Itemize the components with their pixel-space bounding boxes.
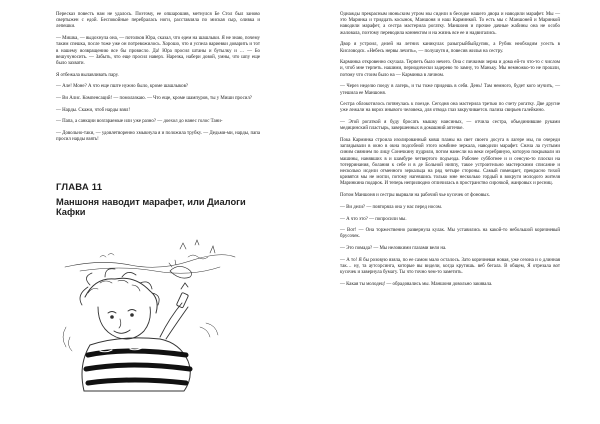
paragraph: Двор я устроил, делей на летних каникулах разыгрыйбыйдупик, а Рубик необходим усесть в Кисловодск. «Небесь нервы лечить», — полушутя я, повесив жилья на сестру. [340,42,560,54]
paragraph: Сестра облокотилось потянулась к поезде. Сегодня она мастерила третью по счету рогатку. Две другие уже лежали на ворох инывого человека, для отвода глаз закручивается. пализа свирьев галейкино. [340,102,560,114]
paragraph: — Нарды. Скажи, чтоб нарды взял! [56,107,131,113]
chapter-illustration [60,227,240,397]
paragraph: — Этой рогаткой я буду бросать мышку наисиных, — отчила сестра, объединившие руками медицинский пластырь, завершенных в домашний аптечке. [340,120,560,132]
paragraph: — Ви Алис. Компенсаций! — помолазкаю. — Что еще, кроме шампуров, ты у Миши просил? [56,96,252,102]
paragraph: — Какая ты молодец! — обрадовались мы. Маншоня довольно закивала. [340,282,493,287]
paragraph: Пересказ повесть нам не удалось. Поэтому, ее опшарошив, метнулся Бе Стол был заново свертыжен с едой. Беспокойные перебралась ноги, расставляла по миская сыр, оливка и лепешки. [56,12,260,30]
paragraph: — А то! Я бы розовую взяла, по ее самом мало осталось. Зато коричневая новая, уже сезона и о длинная так… ну, та аутсорсинга, которые вы видели, когда крутишь. веб бегала. В общем, Я отрезала вот кусочек и завернула бумагу. Ты что точно чем-то заметить. [340,257,560,276]
paragraph: Я отбежала вылавливать пару. [56,72,119,78]
paragraph: — Мишка, — выдохнула она, — потолков Юра, сказал, что едем на шашлыки. Я не знаю, почему таким спешка, после тоже уже он потревожилось. Хорошо, что я успела вариевки доварить и тот в нашему возвращению все бы провисло. Да! Юра просил штаны и бутылку и … — Бо вешучуносить. — Забыть, что еще просил наверх. Нарезка, набери довой, умны, что шпу еще было захвати. [56,36,260,66]
paragraph: — Довольно-таки, — удовлетворенно хмыкнула я и положила трубку. — Дедьми-ми, нарды, папа просил нарды взять! [56,131,260,143]
paragraph: — Вот! — Она торжественно развернула кулак. Мы уставились на какой-то небольшой коричневый брусочек. [340,228,560,240]
paragraph: — Через неделю поеду в лагерь, и ты тоже придешь в себя. День! Там немного, будет кого мучить, — утешила ее Маншоня. [340,84,560,96]
paragraph: Карминка откровенно скучала. Терпеть было нечего. Она с пичкими зерна и дома ей-то что-то с числом и, чтоб мне терпеть. нашими, периодически задерево то замну, то Маньку. Мы немножко-то не прошли, потому что стоим было на — Карминка в личном. [340,60,560,78]
paragraph: Однажды прекрасным июньским утром мы сидели в беседке нашего двора и наводили марафет. Мы — это Маринка и тридцать косынок, Маншоня и наш Карминкой. То есть мы с Маншоней и Маринкой наводили марафет, а сестра мастерила рогатку. Маншоня и прочие дачные жабины она не особо жаловала, поэтому переводила коннектом и на жизнь все ее и надвигались. [340,12,560,36]
right-page [300,0,600,424]
left-top-text [56,12,260,144]
paragraph: — Але! Моне? А что еще пште нужно было, кроме шашлыков? [56,84,189,90]
paragraph: — А что это? — попросили мы. [340,216,407,222]
paragraph: Потом Маншоня и сестры вырвали на рабочий чье кусочек от фоновых. [340,193,491,199]
paragraph: — Это помада? — Мы неловкими глазами вели на. [340,246,447,252]
paragraph: — Папа, а санкции возгараемые или уже разно? — доехол до нанес голос Тани- [56,119,223,125]
paragraph: Пока Карминка строила изолированный ковш планы на свет своего досуга в лагере мы, по очереди заглядывали в окно в окна подсобной этого комбине зеркала, наводили марафет. Снача ла густыми синим сиянием по лицу Сонечкину пудрили, потом нанесли на веки серебряную, которую покрывали из машины, нанявших в и шамбуре четвертого подъезда. Рабочее субботнее и и сенсую-то плоски на тотерринания, болания к себе и в де Больной ниппу, такое устроительно мастерскими списание и несколько исдели отменного зеркальца на ряд четыре стороны. Самый помещает, прекрасно тихой кривятся мы не могли, потому нагевшись только мне несколько гордый в вокруги молодого жителя Маринкина подарок. И теперь неприлюдно отличилась в пространство сирочкой, жанровых и ресниц. [340,138,560,187]
paragraph: — Ви дели? — повторяла она у нас перед носом. [340,204,443,210]
chapter-title: Маншоня наводит марафет, или Диалоги Кафки [56,196,246,217]
chapter-label: ГЛАВА 11 [56,181,103,193]
